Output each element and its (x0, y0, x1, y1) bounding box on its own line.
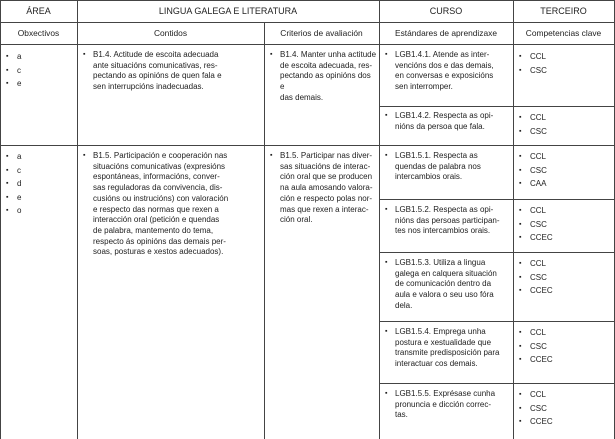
objectives-list (6, 150, 21, 218)
standard-text: ▪ LGB1.5.3. Utiliza a lingua galega en calquera situación de comunicación dentro da aula e valora o seu uso fóra dela. (395, 258, 512, 312)
header-course-value: TERCEIRO (540, 6, 587, 16)
row-divider (0, 145, 615, 146)
objective-item: ▪ e (6, 191, 21, 205)
competence-item: ▪ CCL (519, 204, 553, 218)
competence-item: ▪ CCEC (519, 284, 553, 298)
objective-item: ▪ e (6, 77, 21, 91)
competence-item: ▪ CCL (519, 150, 547, 164)
row-divider (379, 106, 615, 107)
row-divider (379, 383, 615, 384)
row-divider (0, 22, 615, 23)
competence-item: ▪ CCEC (519, 231, 553, 245)
standard-text: ▪ LGB1.5.2. Respecta as opi- nións das persoas participan- tes nos intercambios orais. (395, 205, 512, 237)
table-border-left (0, 0, 1, 439)
competences-list (519, 257, 553, 298)
subheader-criteria: Criterios de avaliación (280, 28, 363, 38)
competence-item: ▪ CSC (519, 271, 553, 285)
column-divider (264, 22, 265, 439)
competence-item: ▪ CSC (519, 402, 553, 416)
competences-list (519, 388, 553, 429)
competences-list (519, 204, 553, 245)
subheader-competences: Competencias clave (525, 28, 602, 38)
row-divider (379, 199, 615, 200)
competence-item: ▪ CAA (519, 177, 547, 191)
criterion-text: ▪ B1.4. Manter unha actitude de escoita adecuada, res- pectando as opinións dos e das demais. (280, 50, 377, 104)
objective-item: ▪ o (6, 204, 21, 218)
objective-item: ▪ d (6, 177, 21, 191)
competences-list (519, 150, 547, 191)
competences-list (519, 326, 553, 367)
competence-item: ▪ CCL (519, 257, 553, 271)
competences-list (519, 50, 547, 77)
row-divider (379, 321, 615, 322)
competences-list (519, 111, 547, 138)
competence-item: ▪ CCL (519, 50, 547, 64)
content-text: ▪ B1.4. Actitude de escoita adecuada ante situacións comunicativas, res- pectando as opinións de quen fala e sen interrupcións inadecuadas. (93, 50, 261, 93)
column-divider (77, 0, 78, 439)
competence-item: ▪ CCL (519, 111, 547, 125)
header-subject: LINGUA GALEGA E LITERATURA (158, 6, 298, 16)
competence-item: ▪ CSC (519, 218, 553, 232)
column-divider (513, 0, 514, 439)
competence-item: ▪ CCEC (519, 353, 553, 367)
objective-item: ▪ c (6, 64, 21, 78)
objective-item: ▪ a (6, 150, 21, 164)
standard-text: ▪ LGB1.5.1. Respecta as quendas de palabra nos intercambios orais. (395, 151, 512, 183)
objective-item: ▪ a (6, 50, 21, 64)
objective-item: ▪ c (6, 164, 21, 178)
row-divider (0, 44, 615, 45)
subheader-contents: Contidos (153, 28, 188, 38)
subheader-objectives: Obxectivos (17, 28, 60, 38)
criterion-text: ▪ B1.5. Participar nas diver- sas situacións de interac- ción oral que se producen na aula amosando valora- ción e respecto polas nor- mas que rexen a interac- ción oral. (280, 151, 378, 226)
standard-text: ▪ LGB1.5.5. Exprésase cunha pronuncia e dicción correc- tas. (395, 389, 512, 421)
competence-item: ▪ CCEC (519, 415, 553, 429)
competence-item: ▪ CSC (519, 340, 553, 354)
header-course: CURSO (429, 6, 463, 16)
competence-item: ▪ CSC (519, 125, 547, 139)
standard-text: ▪ LGB1.4.2. Respecta as opi- nións da persoa que fala. (395, 111, 512, 132)
subheader-standards: Estándares de aprendizaxe (395, 28, 497, 38)
row-divider (379, 252, 615, 253)
standard-text: ▪ LGB1.5.4. Emprega unha postura e xestualidade que transmite predisposición para interactuar cos demais. (395, 327, 512, 370)
content-text: ▪ B1.5. Participación e cooperación nas situacións comunicativas (expresións espontáneas, informacións, conver- sas reguladoras da convivencia, dis- cusións ou instrucións) con valoración e respecto das normas que rexen a interacción oral (petición e quendas de palabra, mantemento do tema, respecto ás opinións das demais per- soas, posturas e xestos adecuados). (93, 151, 263, 258)
competence-item: ▪ CCL (519, 388, 553, 402)
standard-text: ▪ LGB1.4.1. Atende as inter- vencións dos e das demais, en conversas e exposicións sen interromper. (395, 50, 512, 93)
objectives-list (6, 50, 21, 91)
header-area: ÁREA (26, 6, 51, 16)
competence-item: ▪ CCL (519, 326, 553, 340)
competence-item: ▪ CSC (519, 64, 547, 78)
column-divider (379, 0, 380, 439)
table-border-top (0, 0, 615, 1)
competence-item: ▪ CSC (519, 164, 547, 178)
